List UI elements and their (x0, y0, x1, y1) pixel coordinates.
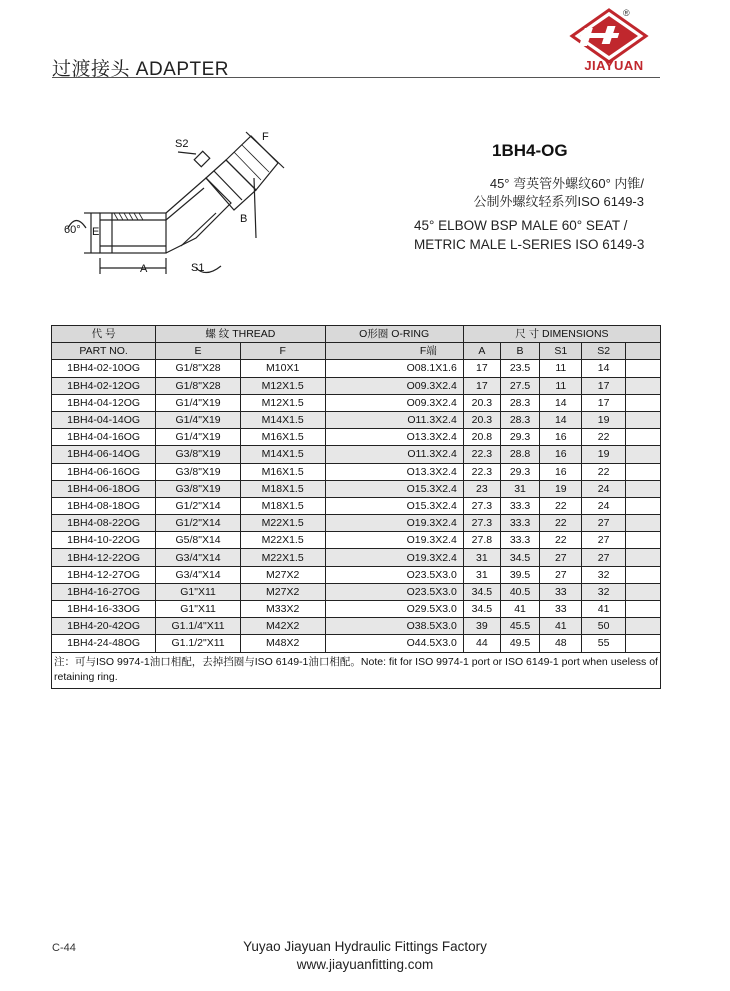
cell-e: G1/2"X14 (156, 515, 241, 532)
cell-part: 1BH4-12-22OG (52, 549, 156, 566)
cell-f: M42X2 (240, 618, 325, 635)
cell-blank (625, 480, 660, 497)
cell-part: 1BH4-10-22OG (52, 532, 156, 549)
cell-oring: O19.3X2.4 (325, 549, 463, 566)
cell-s1: 16 (540, 446, 582, 463)
cell-oring: O15.3X2.4 (325, 497, 463, 514)
cell-f: M14X1.5 (240, 411, 325, 428)
cell-b: 27.5 (500, 377, 539, 394)
cell-e: G1/4"X19 (156, 411, 241, 428)
cell-a: 20.8 (463, 429, 500, 446)
cell-a: 20.3 (463, 394, 500, 411)
spec-table (51, 325, 661, 689)
cell-f: M22X1.5 (240, 549, 325, 566)
cell-blank (625, 566, 660, 583)
cell-s2: 50 (582, 618, 625, 635)
cell-part: 1BH4-08-18OG (52, 497, 156, 514)
cell-f: M10X1 (240, 360, 325, 377)
cell-oring: O38.5X3.0 (325, 618, 463, 635)
cell-a: 20.3 (463, 411, 500, 428)
cell-s2: 41 (582, 601, 625, 618)
cell-e: G1.1/4"X11 (156, 618, 241, 635)
label-s2: S2 (175, 138, 189, 150)
table-row (52, 515, 661, 532)
cell-s2: 27 (582, 549, 625, 566)
cell-b: 49.5 (500, 635, 539, 652)
cell-blank (625, 446, 660, 463)
table-row (52, 532, 661, 549)
cell-part: 1BH4-06-14OG (52, 446, 156, 463)
table-row (52, 446, 661, 463)
cell-oring: O13.3X2.4 (325, 463, 463, 480)
cell-part: 1BH4-04-14OG (52, 411, 156, 428)
cell-f: M18X1.5 (240, 480, 325, 497)
cell-blank (625, 618, 660, 635)
cell-a: 34.5 (463, 601, 500, 618)
cell-a: 39 (463, 618, 500, 635)
table-row (52, 618, 661, 635)
cell-blank (625, 429, 660, 446)
cell-b: 40.5 (500, 583, 539, 600)
cell-blank (625, 360, 660, 377)
cell-b: 29.3 (500, 463, 539, 480)
table-row (52, 394, 661, 411)
cell-e: G3/8"X19 (156, 446, 241, 463)
cell-part: 1BH4-04-12OG (52, 394, 156, 411)
cell-oring: O13.3X2.4 (325, 429, 463, 446)
cell-a: 22.3 (463, 463, 500, 480)
table-row (52, 601, 661, 618)
cell-oring: O11.3X2.4 (325, 446, 463, 463)
table-row (52, 429, 661, 446)
cell-s2: 27 (582, 532, 625, 549)
desc-cn-line-1: 45° 弯英管外螺纹60° 内锥/ (489, 176, 644, 191)
cell-a: 17 (463, 377, 500, 394)
group-header-row (52, 326, 661, 343)
cell-part: 1BH4-24-48OG (52, 635, 156, 652)
cell-s1: 27 (540, 549, 582, 566)
cell-a: 34.5 (463, 583, 500, 600)
cell-blank (625, 411, 660, 428)
cell-part: 1BH4-20-42OG (52, 618, 156, 635)
cell-a: 27.3 (463, 515, 500, 532)
table-row (52, 583, 661, 600)
cell-blank (625, 532, 660, 549)
label-f: F (262, 131, 269, 143)
table-row (52, 377, 661, 394)
cell-s2: 14 (582, 360, 625, 377)
cell-e: G1/8"X28 (156, 360, 241, 377)
cell-s1: 11 (540, 377, 582, 394)
label-a: A (140, 263, 148, 275)
table-row (52, 497, 661, 514)
cell-blank (625, 601, 660, 618)
cell-e: G5/8"X14 (156, 532, 241, 549)
label-b: B (240, 213, 248, 225)
cell-part: 1BH4-04-16OG (52, 429, 156, 446)
cell-s2: 22 (582, 463, 625, 480)
cell-s1: 33 (540, 583, 582, 600)
logo-text: JIAYUAN (584, 58, 644, 73)
col-header-blank (625, 343, 660, 360)
cell-s2: 17 (582, 394, 625, 411)
cell-part: 1BH4-16-27OG (52, 583, 156, 600)
cell-s1: 27 (540, 566, 582, 583)
company-name: Yuyao Jiayuan Hydraulic Fittings Factory (243, 939, 487, 954)
table-row (52, 411, 661, 428)
cell-s2: 19 (582, 411, 625, 428)
table-row (52, 463, 661, 480)
cell-s1: 41 (540, 618, 582, 635)
cell-s2: 32 (582, 583, 625, 600)
cell-b: 41 (500, 601, 539, 618)
col-header-b: B (500, 343, 539, 360)
cell-oring: O44.5X3.0 (325, 635, 463, 652)
cell-s1: 14 (540, 411, 582, 428)
label-e: E (92, 226, 100, 238)
col-header-f-end: F端 (325, 343, 463, 360)
cell-b: 28.3 (500, 394, 539, 411)
desc-cn-line-2: 公制外螺纹轻系列ISO 6149-3 (473, 194, 644, 209)
page-number: C-44 (52, 942, 76, 954)
cell-s1: 16 (540, 463, 582, 480)
cell-blank (625, 583, 660, 600)
cell-oring: O23.5X3.0 (325, 583, 463, 600)
cell-a: 27.3 (463, 497, 500, 514)
cell-a: 22.3 (463, 446, 500, 463)
cell-a: 31 (463, 566, 500, 583)
cell-f: M22X1.5 (240, 532, 325, 549)
cell-e: G3/8"X19 (156, 463, 241, 480)
col-header-s2: S2 (582, 343, 625, 360)
col-header-f: F (240, 343, 325, 360)
table-row (52, 360, 661, 377)
cell-oring: O15.3X2.4 (325, 480, 463, 497)
cell-oring: O19.3X2.4 (325, 515, 463, 532)
cell-a: 31 (463, 549, 500, 566)
desc-en-line-2: METRIC MALE L-SERIES ISO 6149-3 (414, 237, 645, 252)
cell-f: M14X1.5 (240, 446, 325, 463)
label-angle: 60° (64, 224, 81, 236)
cell-b: 34.5 (500, 549, 539, 566)
cell-b: 23.5 (500, 360, 539, 377)
col-header-part-no: PART NO. (52, 343, 156, 360)
header-divider (52, 77, 660, 78)
cell-s2: 27 (582, 515, 625, 532)
cell-f: M16X1.5 (240, 429, 325, 446)
cell-part: 1BH4-08-22OG (52, 515, 156, 532)
cell-blank (625, 497, 660, 514)
page-title: 过渡接头 ADAPTER (52, 59, 230, 80)
cell-s1: 22 (540, 515, 582, 532)
cell-e: G1/8"X28 (156, 377, 241, 394)
cell-oring: O09.3X2.4 (325, 394, 463, 411)
cell-part: 1BH4-06-16OG (52, 463, 156, 480)
cell-s1: 22 (540, 497, 582, 514)
cell-blank (625, 394, 660, 411)
cell-e: G1/4"X19 (156, 394, 241, 411)
cell-f: M33X2 (240, 601, 325, 618)
col-header-e: E (156, 343, 241, 360)
cell-b: 39.5 (500, 566, 539, 583)
cell-part: 1BH4-16-33OG (52, 601, 156, 618)
group-header-dimensions: 尺 寸 DIMENSIONS (463, 326, 660, 343)
cell-e: G3/8"X19 (156, 480, 241, 497)
cell-s2: 19 (582, 446, 625, 463)
cell-f: M18X1.5 (240, 497, 325, 514)
cell-blank (625, 377, 660, 394)
cell-oring: O29.5X3.0 (325, 601, 463, 618)
cell-f: M22X1.5 (240, 515, 325, 532)
cell-a: 23 (463, 480, 500, 497)
group-header-thread: 螺 纹 THREAD (156, 326, 325, 343)
col-header-s1: S1 (540, 343, 582, 360)
cell-a: 44 (463, 635, 500, 652)
desc-en-line-1: 45° ELBOW BSP MALE 60° SEAT / (414, 218, 628, 233)
group-header-part: 代 号 (52, 326, 156, 343)
cell-oring: O08.1X1.6 (325, 360, 463, 377)
cell-f: M27X2 (240, 583, 325, 600)
company-website: www.jiayuanfitting.com (296, 957, 434, 972)
cell-oring: O23.5X3.0 (325, 566, 463, 583)
cell-e: G1"X11 (156, 583, 241, 600)
cell-s2: 24 (582, 480, 625, 497)
cell-e: G3/4"X14 (156, 566, 241, 583)
cell-b: 33.3 (500, 497, 539, 514)
cell-oring: O09.3X2.4 (325, 377, 463, 394)
cell-e: G1/2"X14 (156, 497, 241, 514)
cell-f: M48X2 (240, 635, 325, 652)
cell-a: 27.8 (463, 532, 500, 549)
cell-part: 1BH4-02-10OG (52, 360, 156, 377)
cell-blank (625, 515, 660, 532)
cell-s1: 14 (540, 394, 582, 411)
cell-s2: 32 (582, 566, 625, 583)
note-row (52, 652, 661, 688)
cell-s2: 24 (582, 497, 625, 514)
cell-e: G1/4"X19 (156, 429, 241, 446)
cell-s1: 11 (540, 360, 582, 377)
cell-a: 17 (463, 360, 500, 377)
cell-b: 33.3 (500, 532, 539, 549)
cell-oring: O11.3X2.4 (325, 411, 463, 428)
cell-blank (625, 635, 660, 652)
column-header-row (52, 343, 661, 360)
cell-e: G1"X11 (156, 601, 241, 618)
cell-b: 29.3 (500, 429, 539, 446)
cell-part: 1BH4-06-18OG (52, 480, 156, 497)
cell-f: M16X1.5 (240, 463, 325, 480)
table-row (52, 635, 661, 652)
cell-b: 33.3 (500, 515, 539, 532)
cell-e: G1.1/2"X11 (156, 635, 241, 652)
col-header-a: A (463, 343, 500, 360)
cell-b: 31 (500, 480, 539, 497)
cell-f: M12X1.5 (240, 394, 325, 411)
cell-s2: 55 (582, 635, 625, 652)
cell-b: 45.5 (500, 618, 539, 635)
cell-part: 1BH4-02-12OG (52, 377, 156, 394)
cell-blank (625, 463, 660, 480)
cell-b: 28.8 (500, 446, 539, 463)
cell-s1: 19 (540, 480, 582, 497)
cell-f: M27X2 (240, 566, 325, 583)
model-number: 1BH4-OG (492, 141, 568, 160)
table-row (52, 549, 661, 566)
cell-f: M12X1.5 (240, 377, 325, 394)
registered-mark: ® (623, 8, 630, 18)
cell-oring: O19.3X2.4 (325, 532, 463, 549)
cell-s2: 22 (582, 429, 625, 446)
cell-part: 1BH4-12-27OG (52, 566, 156, 583)
cell-s1: 16 (540, 429, 582, 446)
cell-b: 28.3 (500, 411, 539, 428)
table-row (52, 566, 661, 583)
cell-s2: 17 (582, 377, 625, 394)
cell-s1: 48 (540, 635, 582, 652)
cell-s1: 22 (540, 532, 582, 549)
label-s1: S1 (191, 262, 205, 274)
group-header-oring: O形圈 O-RING (325, 326, 463, 343)
cell-e: G3/4"X14 (156, 549, 241, 566)
cell-s1: 33 (540, 601, 582, 618)
cell-blank (625, 549, 660, 566)
table-note: 注：可与ISO 9974-1油口相配，去掉挡圈与ISO 6149-1油口相配。Note: fit for ISO 9974-1 port or ISO 6149-1 port when useless of retaining ring. (52, 652, 661, 688)
table-row (52, 480, 661, 497)
